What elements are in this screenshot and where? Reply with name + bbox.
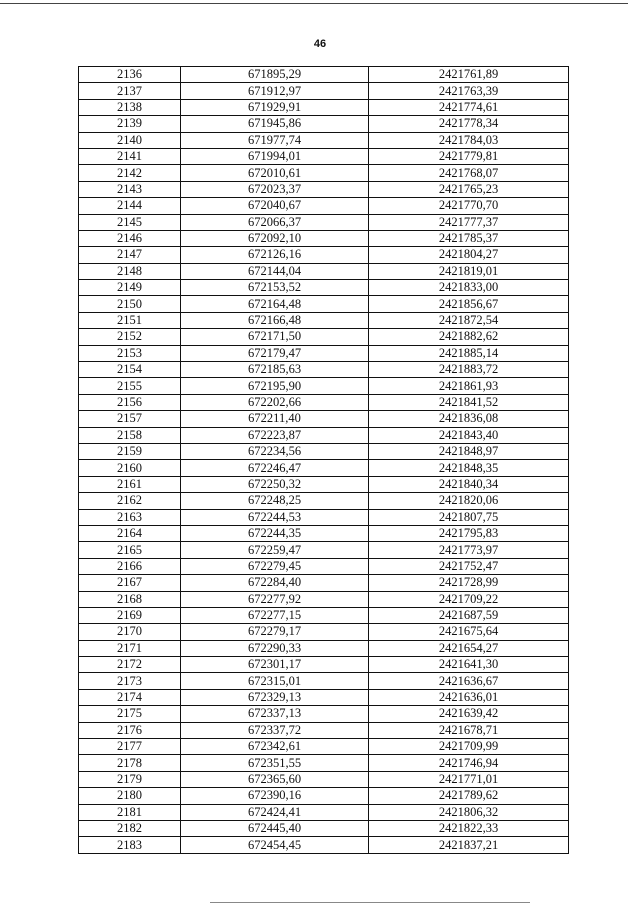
x-coordinate-cell: 672092,10 xyxy=(181,230,369,246)
x-coordinate-cell: 672301,17 xyxy=(181,657,369,673)
point-number-cell: 2143 xyxy=(79,181,181,197)
y-coordinate-cell: 2421807,75 xyxy=(369,509,569,525)
y-coordinate-cell: 2421836,08 xyxy=(369,411,569,427)
table-row xyxy=(79,476,569,492)
table-row xyxy=(79,378,569,394)
y-coordinate-cell: 2421654,27 xyxy=(369,640,569,656)
coordinates-table xyxy=(78,66,569,854)
x-coordinate-cell: 671994,01 xyxy=(181,148,369,164)
x-coordinate-cell: 672365,60 xyxy=(181,771,369,787)
point-number-cell: 2173 xyxy=(79,673,181,689)
point-number-cell: 2176 xyxy=(79,722,181,738)
point-number-cell: 2177 xyxy=(79,739,181,755)
x-coordinate-cell: 672277,15 xyxy=(181,607,369,623)
table-row xyxy=(79,525,569,541)
y-coordinate-cell: 2421636,01 xyxy=(369,689,569,705)
y-coordinate-cell: 2421641,30 xyxy=(369,657,569,673)
x-coordinate-cell: 672284,40 xyxy=(181,575,369,591)
x-coordinate-cell: 672454,45 xyxy=(181,837,369,853)
table-row xyxy=(79,198,569,214)
y-coordinate-cell: 2421784,03 xyxy=(369,132,569,148)
table-row xyxy=(79,722,569,738)
table-row xyxy=(79,83,569,99)
x-coordinate-cell: 671895,29 xyxy=(181,67,369,83)
y-coordinate-cell: 2421773,97 xyxy=(369,542,569,558)
point-number-cell: 2136 xyxy=(79,67,181,83)
x-coordinate-cell: 672171,50 xyxy=(181,329,369,345)
point-number-cell: 2172 xyxy=(79,657,181,673)
y-coordinate-cell: 2421820,06 xyxy=(369,493,569,509)
x-coordinate-cell: 672329,13 xyxy=(181,689,369,705)
x-coordinate-cell: 672390,16 xyxy=(181,788,369,804)
x-coordinate-cell: 672234,56 xyxy=(181,443,369,459)
table-row xyxy=(79,329,569,345)
y-coordinate-cell: 2421882,62 xyxy=(369,329,569,345)
x-coordinate-cell: 672246,47 xyxy=(181,460,369,476)
table-row xyxy=(79,673,569,689)
point-number-cell: 2137 xyxy=(79,83,181,99)
table-row xyxy=(79,312,569,328)
y-coordinate-cell: 2421639,42 xyxy=(369,706,569,722)
point-number-cell: 2171 xyxy=(79,640,181,656)
point-number-cell: 2153 xyxy=(79,345,181,361)
y-coordinate-cell: 2421841,52 xyxy=(369,394,569,410)
table-row xyxy=(79,558,569,574)
scan-edge-bottom xyxy=(210,902,530,903)
table-row xyxy=(79,427,569,443)
y-coordinate-cell: 2421856,67 xyxy=(369,296,569,312)
y-coordinate-cell: 2421709,22 xyxy=(369,591,569,607)
y-coordinate-cell: 2421785,37 xyxy=(369,230,569,246)
y-coordinate-cell: 2421763,39 xyxy=(369,83,569,99)
table-row xyxy=(79,247,569,263)
table-row xyxy=(79,345,569,361)
y-coordinate-cell: 2421840,34 xyxy=(369,476,569,492)
table-row xyxy=(79,181,569,197)
x-coordinate-cell: 672179,47 xyxy=(181,345,369,361)
x-coordinate-cell: 672040,67 xyxy=(181,198,369,214)
table-row xyxy=(79,804,569,820)
point-number-cell: 2174 xyxy=(79,689,181,705)
x-coordinate-cell: 672166,48 xyxy=(181,312,369,328)
y-coordinate-cell: 2421822,33 xyxy=(369,820,569,836)
x-coordinate-cell: 672290,33 xyxy=(181,640,369,656)
x-coordinate-cell: 672277,92 xyxy=(181,591,369,607)
y-coordinate-cell: 2421687,59 xyxy=(369,607,569,623)
table-row xyxy=(79,67,569,83)
table-row xyxy=(79,99,569,115)
point-number-cell: 2144 xyxy=(79,198,181,214)
x-coordinate-cell: 672445,40 xyxy=(181,820,369,836)
point-number-cell: 2139 xyxy=(79,116,181,132)
x-coordinate-cell: 672153,52 xyxy=(181,280,369,296)
y-coordinate-cell: 2421795,83 xyxy=(369,525,569,541)
y-coordinate-cell: 2421843,40 xyxy=(369,427,569,443)
table-row xyxy=(79,640,569,656)
x-coordinate-cell: 672144,04 xyxy=(181,263,369,279)
y-coordinate-cell: 2421771,01 xyxy=(369,771,569,787)
x-coordinate-cell: 672279,17 xyxy=(181,624,369,640)
x-coordinate-cell: 672023,37 xyxy=(181,181,369,197)
y-coordinate-cell: 2421833,00 xyxy=(369,280,569,296)
table-row xyxy=(79,362,569,378)
point-number-cell: 2145 xyxy=(79,214,181,230)
point-number-cell: 2161 xyxy=(79,476,181,492)
point-number-cell: 2183 xyxy=(79,837,181,853)
x-coordinate-cell: 672066,37 xyxy=(181,214,369,230)
y-coordinate-cell: 2421746,94 xyxy=(369,755,569,771)
point-number-cell: 2156 xyxy=(79,394,181,410)
y-coordinate-cell: 2421765,23 xyxy=(369,181,569,197)
y-coordinate-cell: 2421804,27 xyxy=(369,247,569,263)
point-number-cell: 2158 xyxy=(79,427,181,443)
table-row xyxy=(79,755,569,771)
point-number-cell: 2151 xyxy=(79,312,181,328)
table-row xyxy=(79,607,569,623)
y-coordinate-cell: 2421761,89 xyxy=(369,67,569,83)
point-number-cell: 2138 xyxy=(79,99,181,115)
table-row xyxy=(79,132,569,148)
table-row xyxy=(79,689,569,705)
y-coordinate-cell: 2421837,21 xyxy=(369,837,569,853)
y-coordinate-cell: 2421777,37 xyxy=(369,214,569,230)
point-number-cell: 2164 xyxy=(79,525,181,541)
point-number-cell: 2141 xyxy=(79,148,181,164)
point-number-cell: 2146 xyxy=(79,230,181,246)
page-number: 46 xyxy=(313,38,327,50)
table-row xyxy=(79,771,569,787)
point-number-cell: 2157 xyxy=(79,411,181,427)
table-row xyxy=(79,542,569,558)
point-number-cell: 2162 xyxy=(79,493,181,509)
y-coordinate-cell: 2421636,67 xyxy=(369,673,569,689)
x-coordinate-cell: 672342,61 xyxy=(181,739,369,755)
y-coordinate-cell: 2421885,14 xyxy=(369,345,569,361)
point-number-cell: 2170 xyxy=(79,624,181,640)
x-coordinate-cell: 672211,40 xyxy=(181,411,369,427)
table-row xyxy=(79,575,569,591)
table-row xyxy=(79,591,569,607)
y-coordinate-cell: 2421675,64 xyxy=(369,624,569,640)
x-coordinate-cell: 672250,32 xyxy=(181,476,369,492)
table-row xyxy=(79,394,569,410)
point-number-cell: 2179 xyxy=(79,771,181,787)
y-coordinate-cell: 2421768,07 xyxy=(369,165,569,181)
point-number-cell: 2149 xyxy=(79,280,181,296)
table-row xyxy=(79,706,569,722)
table-row xyxy=(79,460,569,476)
table-row xyxy=(79,837,569,853)
point-number-cell: 2150 xyxy=(79,296,181,312)
x-coordinate-cell: 672244,35 xyxy=(181,525,369,541)
x-coordinate-cell: 672279,45 xyxy=(181,558,369,574)
table-row xyxy=(79,411,569,427)
x-coordinate-cell: 672248,25 xyxy=(181,493,369,509)
table-row xyxy=(79,165,569,181)
y-coordinate-cell: 2421861,93 xyxy=(369,378,569,394)
x-coordinate-cell: 672185,63 xyxy=(181,362,369,378)
table-row xyxy=(79,230,569,246)
x-coordinate-cell: 672259,47 xyxy=(181,542,369,558)
point-number-cell: 2180 xyxy=(79,788,181,804)
point-number-cell: 2159 xyxy=(79,443,181,459)
y-coordinate-cell: 2421770,70 xyxy=(369,198,569,214)
y-coordinate-cell: 2421678,71 xyxy=(369,722,569,738)
x-coordinate-cell: 672337,13 xyxy=(181,706,369,722)
point-number-cell: 2163 xyxy=(79,509,181,525)
table-row xyxy=(79,820,569,836)
point-number-cell: 2167 xyxy=(79,575,181,591)
scan-edge-top xyxy=(0,3,628,4)
point-number-cell: 2166 xyxy=(79,558,181,574)
y-coordinate-cell: 2421872,54 xyxy=(369,312,569,328)
point-number-cell: 2168 xyxy=(79,591,181,607)
point-number-cell: 2155 xyxy=(79,378,181,394)
y-coordinate-cell: 2421709,99 xyxy=(369,739,569,755)
table-row xyxy=(79,263,569,279)
point-number-cell: 2182 xyxy=(79,820,181,836)
x-coordinate-cell: 672223,87 xyxy=(181,427,369,443)
table-row xyxy=(79,296,569,312)
x-coordinate-cell: 672164,48 xyxy=(181,296,369,312)
x-coordinate-cell: 672202,66 xyxy=(181,394,369,410)
table-row xyxy=(79,116,569,132)
y-coordinate-cell: 2421728,99 xyxy=(369,575,569,591)
x-coordinate-cell: 672424,41 xyxy=(181,804,369,820)
table-row xyxy=(79,148,569,164)
table-row xyxy=(79,788,569,804)
table-row xyxy=(79,509,569,525)
x-coordinate-cell: 672315,01 xyxy=(181,673,369,689)
y-coordinate-cell: 2421819,01 xyxy=(369,263,569,279)
point-number-cell: 2178 xyxy=(79,755,181,771)
x-coordinate-cell: 671945,86 xyxy=(181,116,369,132)
x-coordinate-cell: 672337,72 xyxy=(181,722,369,738)
x-coordinate-cell: 672351,55 xyxy=(181,755,369,771)
point-number-cell: 2147 xyxy=(79,247,181,263)
table-row xyxy=(79,493,569,509)
table-row xyxy=(79,739,569,755)
coordinates-table-body xyxy=(79,67,569,854)
x-coordinate-cell: 671912,97 xyxy=(181,83,369,99)
y-coordinate-cell: 2421752,47 xyxy=(369,558,569,574)
point-number-cell: 2148 xyxy=(79,263,181,279)
point-number-cell: 2181 xyxy=(79,804,181,820)
point-number-cell: 2140 xyxy=(79,132,181,148)
x-coordinate-cell: 672195,90 xyxy=(181,378,369,394)
y-coordinate-cell: 2421778,34 xyxy=(369,116,569,132)
y-coordinate-cell: 2421779,81 xyxy=(369,148,569,164)
y-coordinate-cell: 2421848,97 xyxy=(369,443,569,459)
table-row xyxy=(79,214,569,230)
y-coordinate-cell: 2421883,72 xyxy=(369,362,569,378)
point-number-cell: 2160 xyxy=(79,460,181,476)
point-number-cell: 2152 xyxy=(79,329,181,345)
x-coordinate-cell: 672010,61 xyxy=(181,165,369,181)
point-number-cell: 2175 xyxy=(79,706,181,722)
table-row xyxy=(79,624,569,640)
y-coordinate-cell: 2421774,61 xyxy=(369,99,569,115)
point-number-cell: 2165 xyxy=(79,542,181,558)
y-coordinate-cell: 2421789,62 xyxy=(369,788,569,804)
x-coordinate-cell: 672244,53 xyxy=(181,509,369,525)
point-number-cell: 2142 xyxy=(79,165,181,181)
table-row xyxy=(79,280,569,296)
point-number-cell: 2169 xyxy=(79,607,181,623)
x-coordinate-cell: 671929,91 xyxy=(181,99,369,115)
y-coordinate-cell: 2421848,35 xyxy=(369,460,569,476)
table-row xyxy=(79,657,569,673)
x-coordinate-cell: 671977,74 xyxy=(181,132,369,148)
point-number-cell: 2154 xyxy=(79,362,181,378)
y-coordinate-cell: 2421806,32 xyxy=(369,804,569,820)
table-row xyxy=(79,443,569,459)
x-coordinate-cell: 672126,16 xyxy=(181,247,369,263)
